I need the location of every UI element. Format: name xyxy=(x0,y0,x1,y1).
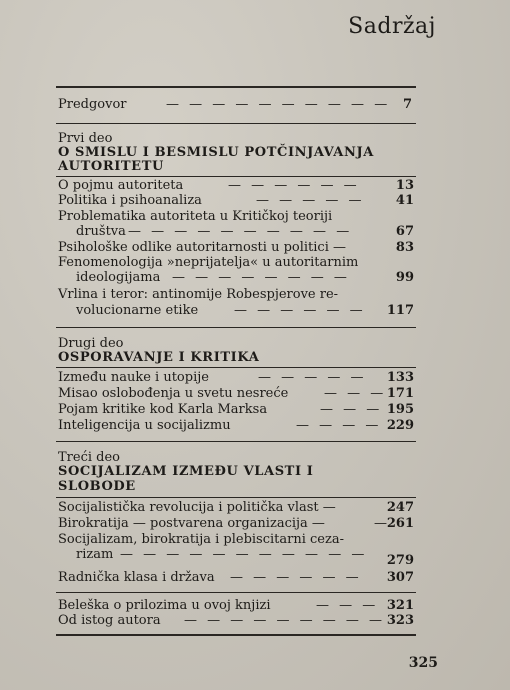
entry-title: Socijalistička revolucija i politička vlast — xyxy=(58,500,336,515)
toc-entry xyxy=(58,569,414,587)
part-label: Prvi deo xyxy=(58,131,113,146)
entry-page: 117 xyxy=(386,303,414,318)
entry-page: 99 xyxy=(395,270,414,285)
toc-entry xyxy=(58,612,414,630)
entry-dashes: — — — xyxy=(316,598,379,613)
entry-title: Vrlina i teror: antinomije Robespjerove re- xyxy=(58,287,339,302)
entry-dashes: — — — — — — xyxy=(230,570,362,585)
entry-page: 83 xyxy=(395,240,414,255)
divider xyxy=(56,123,416,124)
entry-title: Birokratija — postvarena organizacija — xyxy=(58,516,325,531)
divider xyxy=(56,441,416,442)
part-title: O SMISLU I BESMISLU POTČINJAVANJA xyxy=(58,145,374,160)
entry-dashes: — — — — — — — — — — xyxy=(166,97,391,112)
part-title-cont: SLOBODE xyxy=(58,479,136,494)
entry-page: 195 xyxy=(386,402,414,417)
divider xyxy=(56,497,416,498)
toc-entry-predgovor xyxy=(58,96,414,114)
entry-dashes: — — — — — — — — — xyxy=(184,613,386,628)
entry-dashes: — — — — — — — — xyxy=(172,270,350,285)
part-label: Treći deo xyxy=(58,450,120,465)
entry-title: Misao oslobođenja u svetu nesreće xyxy=(58,386,289,401)
entry-title: Problematika autoriteta u Kritičkoj teoriji xyxy=(58,209,333,224)
part-title-cont: AUTORITETU xyxy=(58,159,164,174)
entry-page: 229 xyxy=(386,418,414,433)
part-title: SOCIJALIZAM IZMEĐU VLASTI I xyxy=(58,464,314,479)
page-number: 325 xyxy=(408,655,438,671)
entry-dashes: — — — — — — — — — — xyxy=(128,224,353,239)
entry-page: 7 xyxy=(402,97,412,112)
entry-title: Beleška o prilozima u ovoj knjizi xyxy=(58,598,271,613)
entry-page: 279 xyxy=(386,553,414,568)
entry-dashes: — — — — — — xyxy=(228,178,360,193)
entry-title: rizam xyxy=(76,547,114,562)
part-label: Drugi deo xyxy=(58,336,124,351)
entry-title: Psihološke odlike autoritarnosti u politici — xyxy=(58,240,346,255)
entry-page: 13 xyxy=(395,178,414,193)
divider-top xyxy=(56,86,416,88)
entry-dashes: — xyxy=(374,516,390,531)
entry-title: Fenomenologija »neprijatelja« u autoritarnim xyxy=(58,255,359,270)
toc-entry-cont xyxy=(76,269,414,287)
entry-dashes: — — — — — — xyxy=(234,303,366,318)
entry-page: 171 xyxy=(386,386,414,401)
entry-dashes: — — — — — xyxy=(256,193,365,208)
divider xyxy=(56,592,416,593)
divider-bottom xyxy=(56,634,416,636)
entry-title: Pojam kritike kod Karla Marksa xyxy=(58,402,268,417)
toc-entry-cont xyxy=(76,302,414,320)
toc-entry xyxy=(58,417,414,435)
divider xyxy=(56,367,416,368)
entry-title: O pojmu autoriteta xyxy=(58,178,184,193)
entry-page: 307 xyxy=(386,570,414,585)
page-heading: Sadržaj xyxy=(348,14,436,39)
entry-dashes: — — — xyxy=(320,402,383,417)
entry-title: društva xyxy=(76,224,126,239)
entry-dashes: — — — xyxy=(324,386,387,401)
entry-title: Između nauke i utopije xyxy=(58,370,209,385)
entry-dashes: — — — — xyxy=(296,418,382,433)
entry-title: Predgovor xyxy=(58,97,127,112)
entry-title: ideologijama xyxy=(76,270,161,285)
entry-dashes: — — — — — xyxy=(258,370,367,385)
entry-page: 247 xyxy=(386,500,414,515)
entry-title: Radnička klasa i država xyxy=(58,570,215,585)
entry-title: Od istog autora xyxy=(58,613,161,628)
divider xyxy=(56,327,416,328)
entry-page: 133 xyxy=(386,370,414,385)
entry-title: Socijalizam, birokratija i plebiscitarni ceza- xyxy=(58,532,344,547)
toc-entry-page xyxy=(58,552,414,570)
entry-title: volucionarne etike xyxy=(76,303,199,318)
part-title: OSPORAVANJE I KRITIKA xyxy=(58,350,260,365)
entry-title: Politika i psihoanaliza xyxy=(58,193,202,208)
entry-page: 67 xyxy=(395,224,414,239)
entry-page: 41 xyxy=(395,193,414,208)
entry-title: Inteligencija u socijalizmu xyxy=(58,418,231,433)
entry-page: 261 xyxy=(386,516,414,531)
entry-dashes: — — — — — — — — — — — xyxy=(120,547,368,562)
entry-page: 321 xyxy=(386,598,414,613)
entry-page: 323 xyxy=(386,613,414,628)
